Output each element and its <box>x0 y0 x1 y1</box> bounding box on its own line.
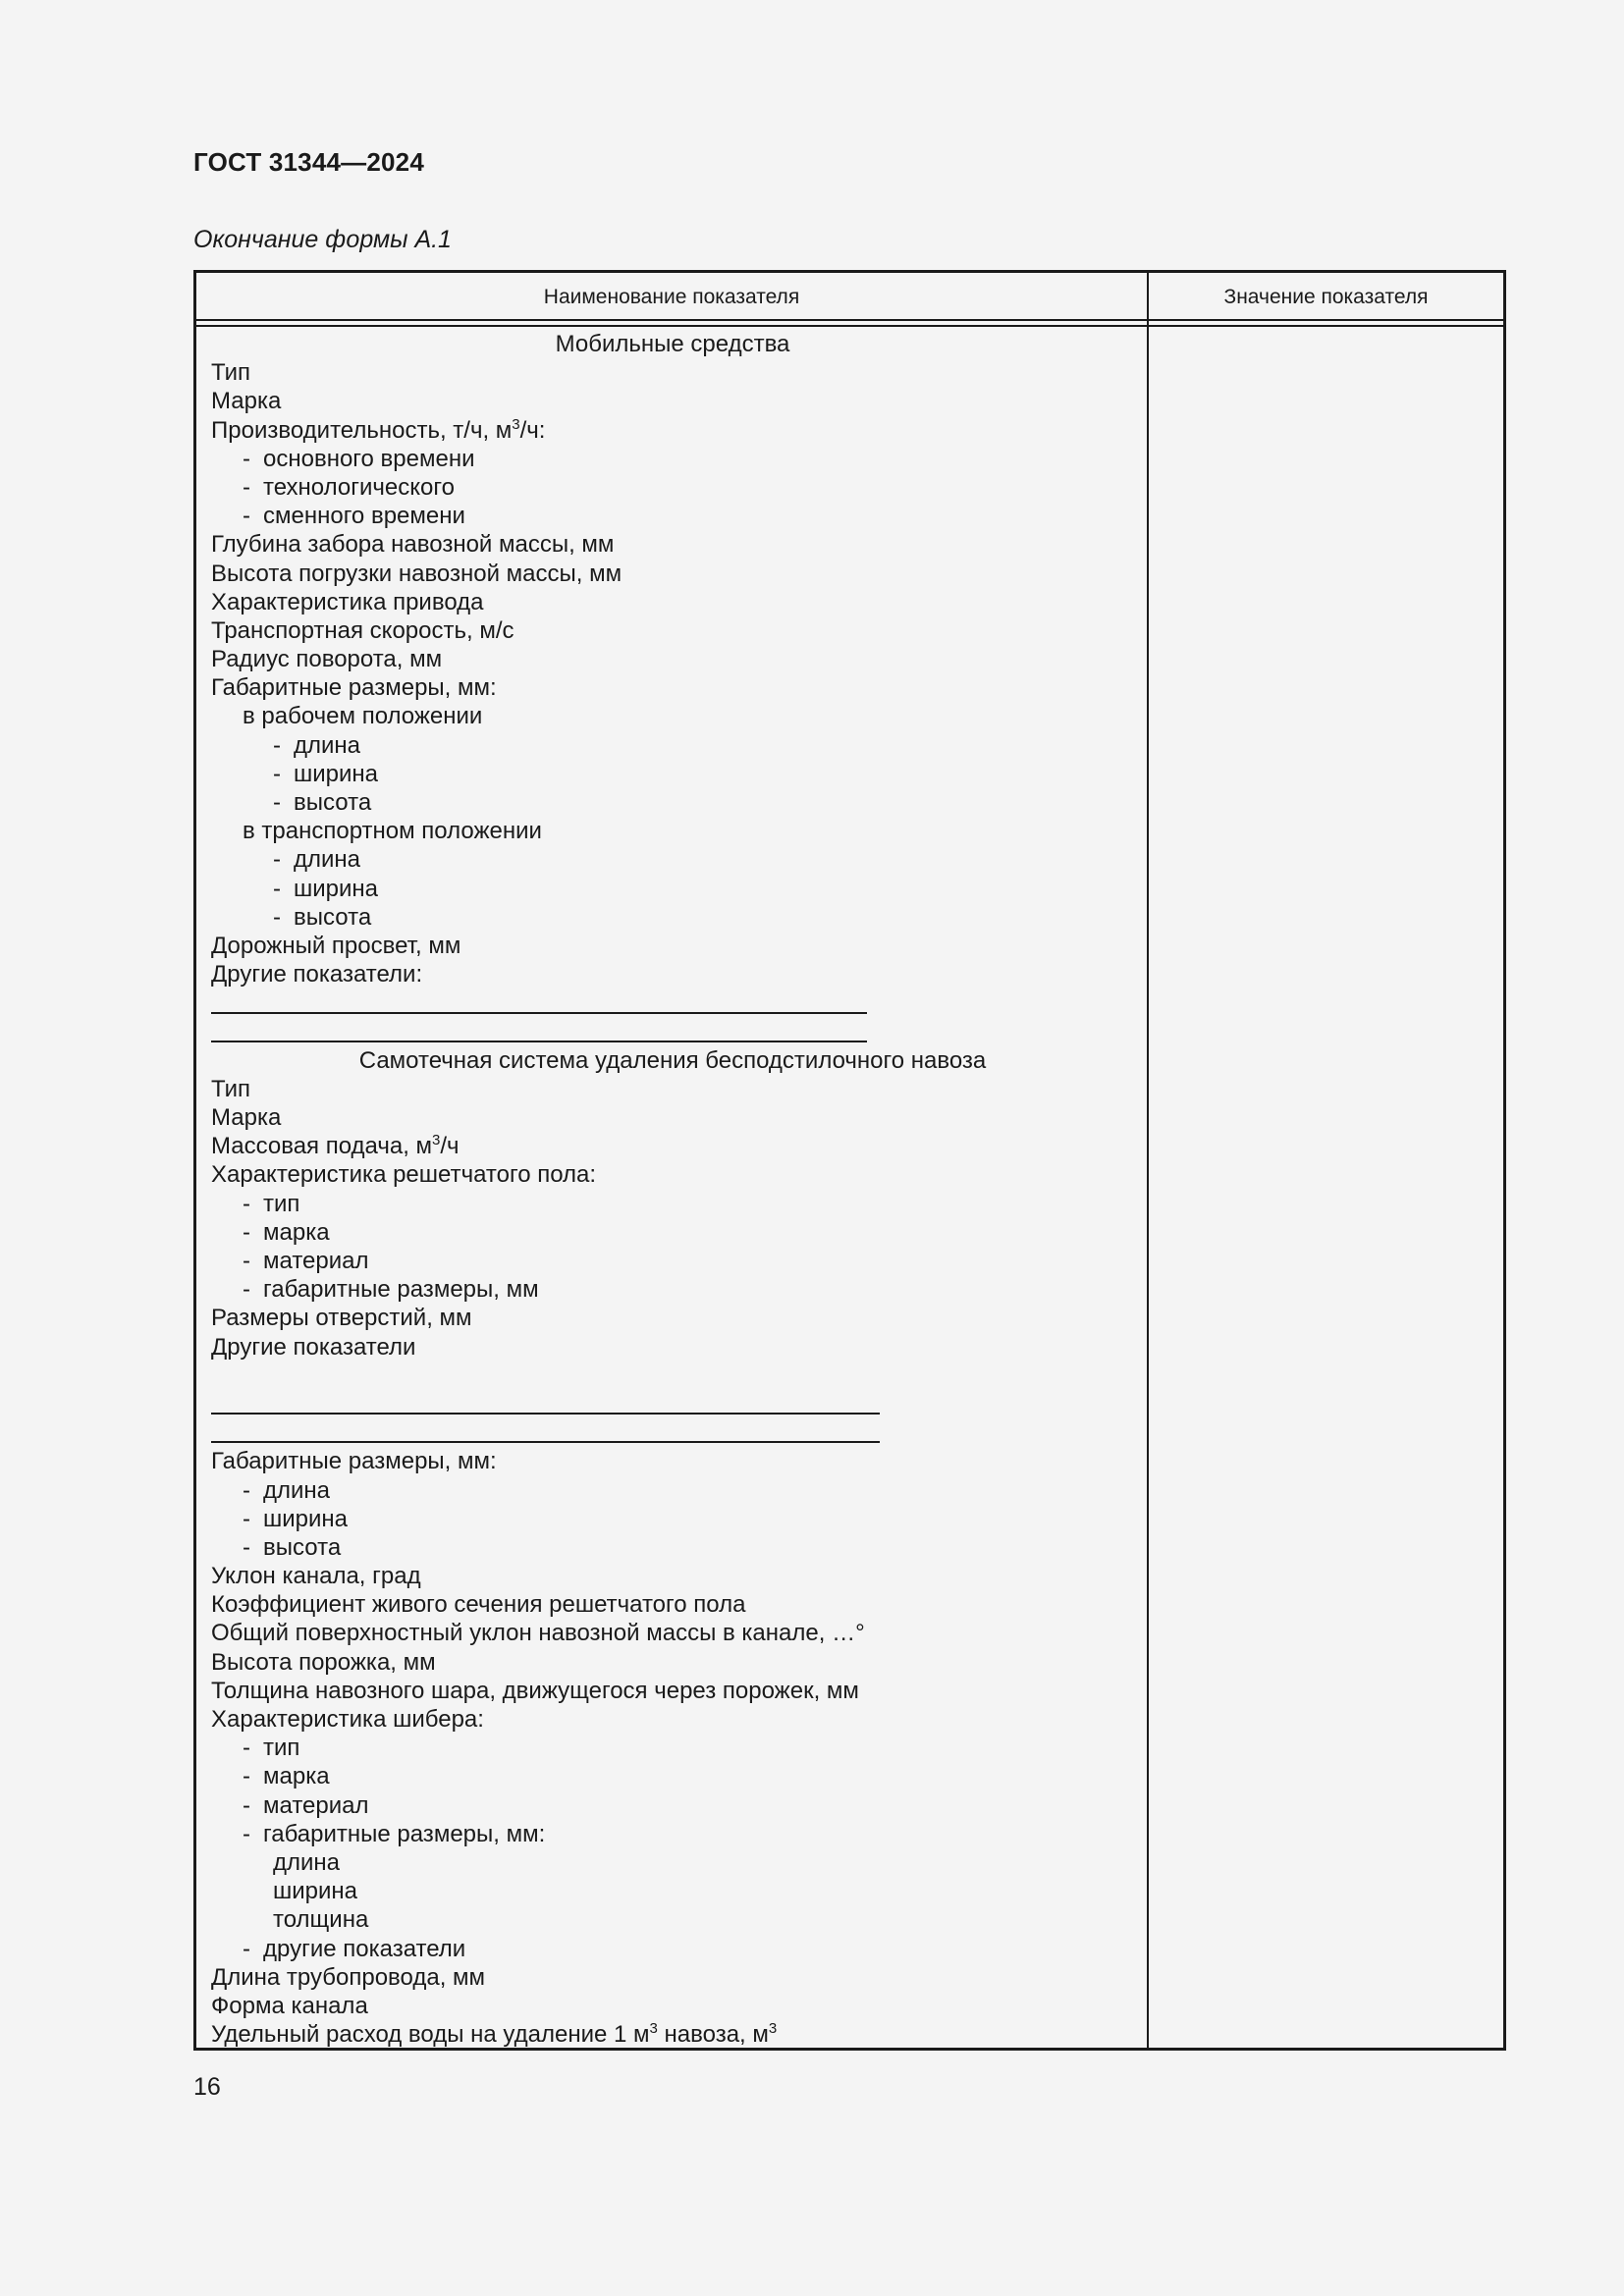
item-text: длина <box>263 1476 331 1504</box>
item-text: Массовая подача, м <box>211 1133 433 1160</box>
list-item: Тип <box>211 359 251 387</box>
superscript: 3 <box>512 415 520 433</box>
indicator-names-cell <box>211 330 1134 2049</box>
dash-marker: - <box>243 1791 250 1819</box>
list-item: Высота порожка, мм <box>211 1648 436 1676</box>
item-text: длина <box>294 846 361 874</box>
item-text: тип <box>263 1735 300 1762</box>
list-item <box>211 875 1134 903</box>
dash-marker: - <box>243 445 250 472</box>
list-item <box>211 2020 1134 2049</box>
dash-marker: - <box>243 1763 250 1790</box>
item-text: ширина <box>294 875 379 902</box>
list-item <box>211 760 1134 788</box>
item-text: сменного времени <box>263 503 465 530</box>
list-item: Другие показатели <box>211 1333 416 1361</box>
fill-in-line <box>211 1390 1134 1418</box>
item-text: марка <box>263 1763 330 1790</box>
list-item: Коэффициент живого сечения решетчатого пола <box>211 1591 746 1619</box>
list-item: в транспортном положении <box>243 818 542 845</box>
fill-in-line <box>211 988 1134 1017</box>
item-text: материал <box>263 1248 369 1274</box>
list-item <box>211 1505 1134 1533</box>
list-item: ширина <box>273 1878 358 1905</box>
item-text: Производительность, т/ч, м <box>211 416 513 444</box>
list-item: Характеристика шибера: <box>211 1706 484 1733</box>
dash-marker: - <box>273 731 281 759</box>
list-item: Радиус поворота, мм <box>211 646 443 673</box>
item-text: габаритные размеры, мм <box>263 1276 539 1304</box>
list-item <box>211 1734 1134 1762</box>
list-item: Характеристика привода <box>211 588 484 615</box>
item-text: высота <box>263 1533 342 1561</box>
list-item <box>211 1476 1134 1505</box>
blank-rule <box>211 1413 880 1415</box>
list-item: Уклон канала, град <box>211 1563 421 1590</box>
list-item: Марка <box>211 388 282 415</box>
form-continuation-caption: Окончание формы А.1 <box>193 226 452 253</box>
list-item <box>211 1791 1134 1820</box>
list-item: Высота погрузки навозной массы, мм <box>211 560 623 587</box>
list-item: длина <box>273 1848 341 1876</box>
superscript: 3 <box>432 1132 441 1149</box>
blank-rule <box>211 1012 867 1014</box>
dash-marker: - <box>273 875 281 902</box>
list-item: Габаритные размеры, мм: <box>211 1448 497 1475</box>
list-item <box>211 1762 1134 1790</box>
dash-marker: - <box>243 1935 250 1962</box>
column-header-indicator-name: Наименование показателя <box>543 286 800 308</box>
column-header-indicator-value: Значение показателя <box>1223 286 1429 308</box>
list-item <box>211 445 1134 473</box>
dash-marker: - <box>273 789 281 816</box>
blank-rule <box>211 1441 880 1443</box>
superscript: 3 <box>768 2020 778 2038</box>
list-item <box>211 903 1134 932</box>
item-text: /ч <box>440 1133 460 1160</box>
list-item <box>211 416 1134 445</box>
page-number: 16 <box>193 2073 221 2101</box>
item-text: технологического <box>263 473 455 501</box>
list-item <box>211 1935 1134 1963</box>
item-text: высота <box>294 903 372 931</box>
fill-in-line <box>211 1418 1134 1447</box>
list-item: Марка <box>211 1104 282 1132</box>
list-item: Характеристика решетчатого пола: <box>211 1161 597 1189</box>
list-item: в рабочем положении <box>243 703 483 730</box>
list-item: Дорожный просвет, мм <box>211 932 461 959</box>
list-item <box>211 1190 1134 1218</box>
list-item <box>211 1132 1134 1160</box>
list-item <box>211 1533 1134 1562</box>
item-text: основного времени <box>263 445 475 472</box>
dash-marker: - <box>243 1218 250 1246</box>
list-item <box>211 502 1134 530</box>
dash-marker: - <box>273 760 281 787</box>
list-item: Глубина забора навозной массы, мм <box>211 531 615 559</box>
list-item: Толщина навозного шара, движущегося через порожек, мм <box>211 1677 859 1704</box>
item-text: Удельный расход воды на удаление 1 м <box>211 2021 650 2049</box>
item-text: материал <box>263 1791 369 1819</box>
list-item: Тип <box>211 1075 251 1102</box>
list-item <box>211 1218 1134 1247</box>
list-item <box>211 1247 1134 1275</box>
list-item: Размеры отверстий, мм <box>211 1305 472 1332</box>
item-text: тип <box>263 1190 300 1217</box>
dash-marker: - <box>243 473 250 501</box>
list-item <box>211 1275 1134 1304</box>
list-item <box>211 731 1134 760</box>
list-item: Длина трубопровода, мм <box>211 1963 486 1991</box>
dash-marker: - <box>243 1190 250 1217</box>
dash-marker: - <box>243 503 250 530</box>
column-divider <box>1147 273 1149 2048</box>
dash-marker: - <box>243 1735 250 1762</box>
dash-marker: - <box>243 1533 250 1561</box>
item-text: габаритные размеры, мм: <box>263 1820 546 1847</box>
list-item <box>211 788 1134 817</box>
list-item: Габаритные размеры, мм: <box>211 674 497 702</box>
list-item <box>211 845 1134 874</box>
list-item: Форма канала <box>211 1992 368 2019</box>
indicators-table <box>193 270 1506 2051</box>
list-item <box>211 473 1134 502</box>
header-double-rule <box>196 319 1503 327</box>
section-title-gravity: Самотечная система удаления бесподстилочного навоза <box>358 1046 987 1074</box>
table-header-row <box>196 273 1503 319</box>
section-title-mobile: Мобильные средства <box>555 331 790 357</box>
list-item: Общий поверхностный уклон навозной массы в канале, …° <box>211 1620 865 1647</box>
blank-rule <box>211 1041 867 1042</box>
dash-marker: - <box>243 1276 250 1304</box>
item-text: другие показатели <box>263 1935 466 1962</box>
item-text: длина <box>294 731 361 759</box>
list-item: Другие показатели: <box>211 961 423 988</box>
dash-marker: - <box>243 1248 250 1274</box>
list-item: Транспортная скорость, м/с <box>211 616 514 644</box>
standard-designation: ГОСТ 31344—2024 <box>193 147 424 177</box>
item-text: высота <box>294 789 372 816</box>
item-text: навоза, м <box>657 2021 769 2049</box>
list-item: толщина <box>273 1906 369 1934</box>
fill-in-line <box>211 1018 1134 1046</box>
dash-marker: - <box>273 903 281 931</box>
blank-spacer <box>211 1362 1134 1390</box>
superscript: 3 <box>649 2020 658 2038</box>
item-text: марка <box>263 1218 330 1246</box>
dash-marker: - <box>243 1505 250 1532</box>
item-text: /ч: <box>519 416 546 444</box>
list-item <box>211 1820 1134 1848</box>
dash-marker: - <box>273 846 281 874</box>
dash-marker: - <box>243 1820 250 1847</box>
item-text: ширина <box>294 760 379 787</box>
item-text: ширина <box>263 1505 349 1532</box>
dash-marker: - <box>243 1476 250 1504</box>
